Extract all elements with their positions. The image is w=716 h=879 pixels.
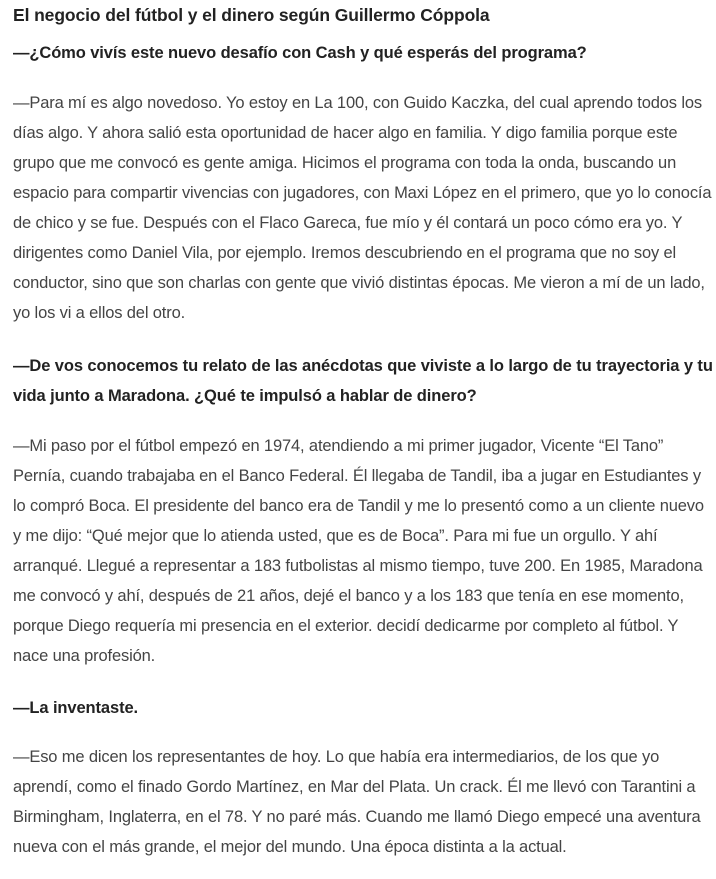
interview-question: —De vos conocemos tu relato de las anécdotas que viviste a lo largo de tu trayectoria y tu vida junto a Maradona. ¿Qué te impulsó a hablar de dinero?: [13, 357, 713, 405]
article-title: El negocio del fútbol y el dinero según Guillermo Cóppola: [13, 5, 490, 25]
interview-answer: —Para mí es algo novedoso. Yo estoy en La 100, con Guido Kaczka, del cual aprendo todos los días algo. Y ahora salió esta oportunidad de hacer algo en familia. Y digo familia porque este grupo que me convocó es gente amiga. Hicimos el programa con toda la onda, buscando un espacio para compartir vivencias con jugadores, con Maxi López en el primero, que yo lo conocía de chico y se fue. Después con el Flaco Gareca, fue mío y él contará un poco cómo era yo. Y dirigentes como Daniel Vila, por ejemplo. Iremos descubriendo en el programa que no soy el conductor, sino que son charlas con gente que vivió distintas épocas. Me vieron a mí de un lado, yo los vi a ellos del otro.: [13, 94, 712, 322]
article: [13, 3, 713, 877]
interview-question: —La inventaste.: [13, 699, 139, 717]
interview-answer: —Mi paso por el fútbol empezó en 1974, atendiendo a mi primer jugador, Vicente “El Tano” Pernía, cuando trabajaba en el Banco Federal. Él llegaba de Tandil, iba a jugar en Estudiantes y lo compró Boca. El presidente del banco era de Tandil y me lo presentó como a un cliente nuevo y me dijo: “Qué mejor que lo atienda usted, que es de Boca”. Para mi fue un orgullo. Y ahí arranqué. Llegué a representar a 183 futbolistas al mismo tiempo, tuve 200. En 1985, Maradona me convocó y ahí, después de 21 años, dejé el banco y a los 183 que tenía en ese momento, porque Diego requería mi presencia en el exterior. decidí dedicarme por completo al fútbol. Y nace una profesión.: [13, 437, 704, 665]
interview-answer: —Eso me dicen los representantes de hoy. Lo que había era intermediarios, de los que yo aprendí, como el finado Gordo Martínez, en Mar del Plata. Un crack. Él me llevó con Tarantini a Birmingham, Inglaterra, en el 78. Y no paré más. Cuando me llamó Diego empecé una aventura nueva con el más grande, el mejor del mundo. Una época distinta a la actual.: [13, 748, 701, 856]
interview-question: —¿Cómo vivís este nuevo desafío con Cash y qué esperás del programa?: [13, 44, 587, 62]
